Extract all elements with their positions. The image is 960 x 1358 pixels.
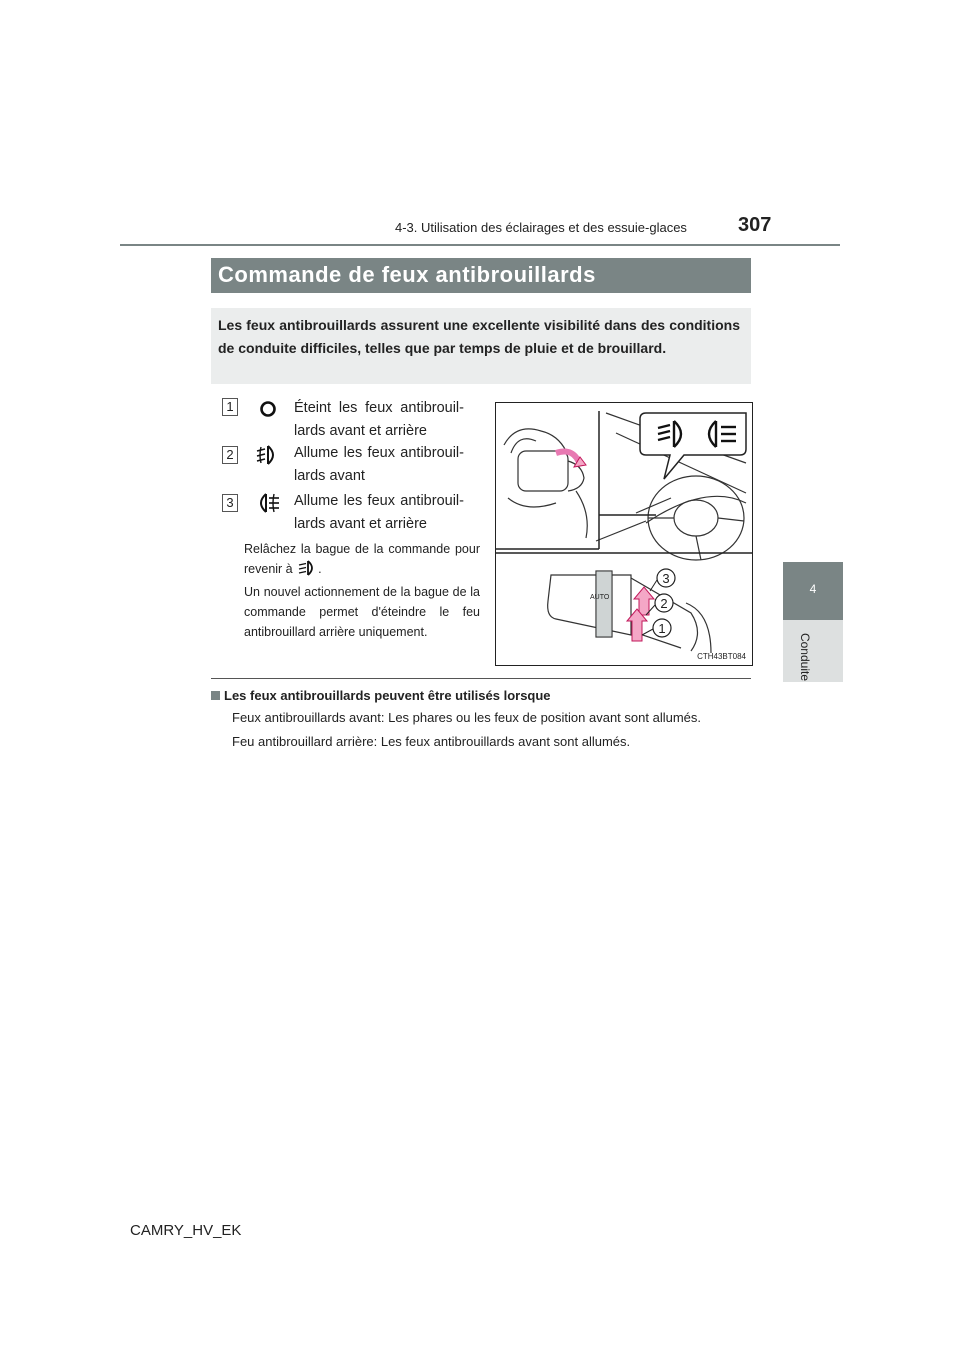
header-section-title: 4-3. Utilisation des éclairages et des essuie-glaces	[395, 220, 687, 235]
page-number: 307	[738, 214, 772, 236]
return-note	[244, 539, 480, 579]
condition-rear: Feu antibrouillard arrière: Les feux antibrouillards avant sont allumés.	[232, 734, 631, 749]
callout-1: 1	[658, 621, 666, 636]
square-bullet-icon	[211, 691, 220, 700]
figure-code: CTH43BT084	[697, 652, 746, 661]
front-fog-light-icon	[254, 443, 280, 467]
item-3-text: Allume les feux antibrouillards avant et arrière	[294, 493, 464, 532]
conditions-title: Les feux antibrouillards peuvent être utilisés lorsque	[224, 688, 551, 703]
item-2-text: Allume les feux antibrouillards avant	[294, 445, 464, 484]
front-fog-light-icon	[296, 559, 318, 577]
section-divider	[211, 678, 751, 679]
fog-switch-illustration	[495, 402, 753, 666]
front-rear-fog-light-icon	[254, 491, 282, 515]
callout-2: 2	[660, 596, 668, 611]
item-2-number: 2	[222, 446, 238, 464]
condition-front: Feux antibrouillards avant: Les phares ou les feux de position avant sont allumés.	[232, 710, 701, 725]
illustration-drawing	[496, 403, 752, 665]
item-1-text: Éteint les feux antibrouillards avant et arrière	[294, 400, 464, 439]
intro-text: Les feux antibrouillards assurent une excellente visibilité dans des conditions de conduite difficiles, telles que par temps de pluie et de brouillard.	[218, 317, 740, 356]
switch-label-auto: AUTO	[590, 594, 610, 601]
return-note-text: Relâchez la bague de la commande pour revenir à	[244, 542, 480, 576]
fog-off-icon	[258, 399, 278, 419]
chapter-number: 4	[809, 582, 817, 596]
item-1-number: 1	[222, 398, 238, 416]
header-divider	[120, 244, 840, 246]
item-3-number: 3	[222, 494, 238, 512]
footer-model-code: CAMRY_HV_EK	[130, 1222, 242, 1239]
chapter-label: Conduite	[798, 632, 812, 682]
chapter-tab-label-area	[783, 620, 843, 682]
return-note-end: .	[318, 562, 322, 576]
callout-3: 3	[662, 571, 670, 586]
conditions-heading	[211, 688, 551, 703]
rear-off-note: Un nouvel actionnement de la bague de la commande permet d'éteindre le feu antibrouillard arrière uniquement.	[244, 585, 480, 639]
section-title: Commande de feux antibrouillards	[218, 262, 596, 287]
intro-box	[211, 308, 751, 384]
chapter-tab	[783, 562, 843, 620]
